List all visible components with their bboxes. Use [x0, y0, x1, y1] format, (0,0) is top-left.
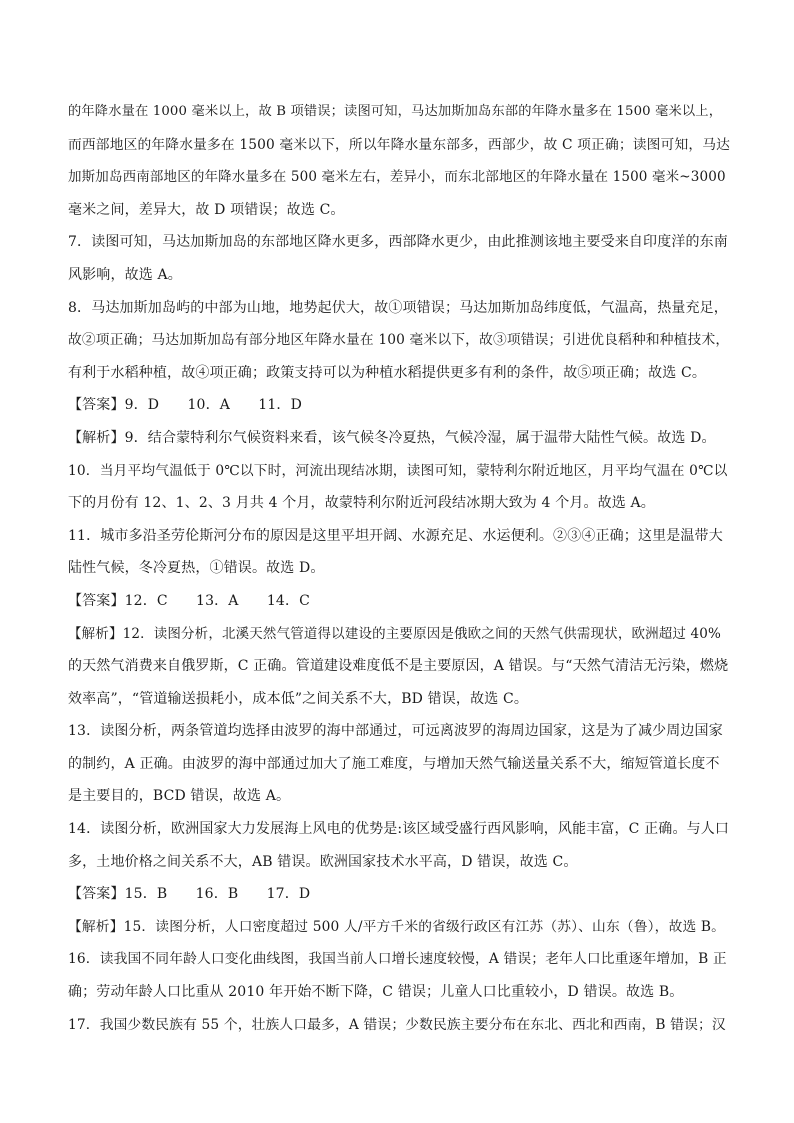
- text-line: 的制约，A 正确。由波罗的海中部通过加大了施工难度，与增加天然气输送量关系不大，缩短管道长度不: [68, 755, 720, 772]
- text-line: 加斯加岛西南部地区的年降水量多在 500 毫米左右，差异小，而东北部地区的年降水量在 1500 毫米~3000: [68, 169, 726, 186]
- text-line: 陆性气候，冬冷夏热，①错误。故选 D。: [68, 560, 325, 577]
- text-line: 多，土地价格之间关系不大，AB 错误。欧洲国家技术水平高，D 错误，故选 C。: [68, 853, 578, 870]
- text-line: 而西部地区的年降水量多在 1500 毫米以下，所以年降水量东部多，西部少，故 C 项正确；读图可知，马达: [68, 136, 731, 153]
- text-line: 下的月份有 12、1、2、3 月共 4 个月，故蒙特利尔附近河段结冰期大致为 4 个月。故选 A。: [68, 495, 655, 512]
- analysis-line: 【解析】9．结合蒙特利尔气候资料来看，该气候冬冷夏热，气候冷湿，属于温带大陆性气候。故选 D。: [68, 429, 716, 446]
- answer-line: 【答案】12．C 13．A 14．C: [68, 592, 310, 609]
- answer-line: 【答案】15．B 16．B 17．D: [68, 886, 311, 903]
- text-line: 14．读图分析，欧洲国家大力发展海上风电的优势是:该区域受盛行西风影响，风能丰富，C 正确。与人口: [68, 821, 730, 838]
- analysis-line: 【解析】15．读图分析，人口密度超过 500 人/平方千米的省级行政区有江苏（苏）、山东（鲁），故选 B。: [68, 918, 726, 935]
- text-line: 17．我国少数民族有 55 个，壮族人口最多，A 错误；少数民族主要分布在东北、西北和西南，B 错误；汉: [68, 1016, 726, 1033]
- text-line: 7．读图可知，马达加斯加岛的东部地区降水更多，西部降水更少，由此推测该地主要受来自印度洋的东南: [68, 234, 728, 251]
- text-line: 风影响，故选 A。: [68, 266, 182, 283]
- text-line: 故②项正确；马达加斯加岛有部分地区年降水量在 100 毫米以下，故③项错误；引进优良稻种和种植技术，: [68, 332, 730, 349]
- text-line: 效率高”，“管道输送损耗小，成本低”之间关系不大，BD 错误，故选 C。: [68, 690, 528, 707]
- text-line: 11．城市多沿圣劳伦斯河分布的原因是这里平坦开阔、水源充足、水运便利。②③④正确；这里是温带大: [68, 527, 723, 544]
- text-line: 8．马达加斯加岛屿的中部为山地，地势起伏大，故①项错误；马达加斯加岛纬度低，气温高，热量充足，: [68, 299, 728, 316]
- text-line: 的年降水量在 1000 毫米以上，故 B 项错误；读图可知，马达加斯加岛东部的年降水量多在 1500 毫米以上，: [68, 104, 723, 119]
- analysis-line: 【解析】12．读图分析，北溪天然气管道得以建设的主要原因是俄欧之间的天然气供需现状，欧洲超过 40%: [68, 625, 721, 642]
- text-line: 的天然气消费来自俄罗斯，C 正确。管道建设难度低不是主要原因，A 错误。与“天然气清洁无污染，燃烧: [68, 658, 729, 675]
- text-line: 16．读我国不同年龄人口变化曲线图，我国当前人口增长速度较慢，A 错误；老年人口比重逐年增加，B 正: [68, 951, 727, 968]
- text-line: 13．读图分析，两条管道均选择由波罗的海中部通过，可远离波罗的海周边国家，这是为了减少周边国家: [68, 723, 723, 740]
- answer-explanation-text: [68, 96, 732, 1041]
- answer-line: 【答案】9．D 10．A 11．D: [68, 397, 302, 414]
- text-line: 毫米之间，差异大，故 D 项错误；故选 C。: [68, 201, 345, 218]
- text-line: 10．当月平均气温低于 0℃以下时，河流出现结冰期，读图可知，蒙特利尔附近地区，月平均气温在 0℃以: [68, 462, 728, 479]
- text-line: 是主要目的，BCD 错误，故选 A。: [68, 788, 291, 805]
- text-line: 确；劳动年龄人口比重从 2010 年开始不断下降，C 错误；儿童人口比重较小，D 错误。故选 B。: [68, 984, 684, 1001]
- text-line: 有利于水稻种植，故④项正确；政策支持可以为种植水稻提供更多有利的条件，故⑤项正确；故选 C。: [68, 364, 707, 381]
